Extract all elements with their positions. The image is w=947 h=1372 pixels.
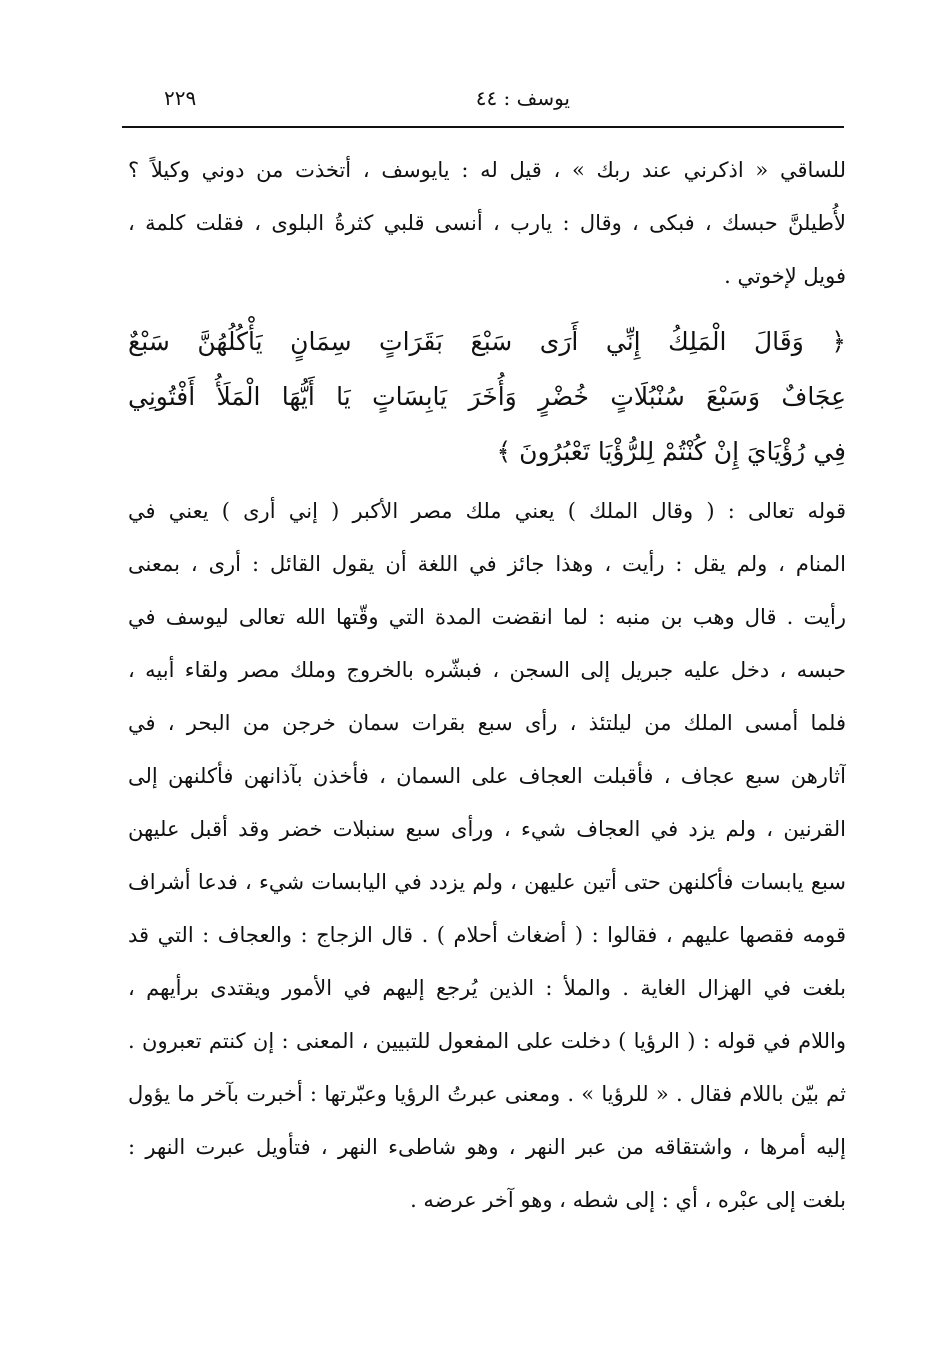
text-line: المنام ، ولم يقل : رأيت ، وهذا جائز في اللغة أن يقول القائل : أرى ، بمعنى (128, 552, 846, 576)
text-line: بلغت إلى عبْره ، أي : إلى شطه ، وهو آخر عرضه . (410, 1188, 846, 1212)
text-line: حبسه ، دخل عليه جبريل إلى السجن ، فبشّره بالخروج وملك مصر ولقاء أبيه ، (128, 658, 846, 682)
verse-line: ﴿ وَقَالَ الْمَلِكُ إِنِّي أَرَى سَبْعَ بَقَرَاتٍ سِمَانٍ يَأْكُلُهُنَّ سَبْعٌ (128, 327, 846, 356)
quran-verse (128, 314, 846, 479)
text-line: للساقي « اذكرني عند ربك » ، قيل له : يايوسف ، أتخذت من دوني وكيلاً ؟ (128, 158, 846, 182)
page-number: ٢٢٩ (164, 86, 197, 110)
text-line: فويل لإخوتي . (724, 264, 846, 288)
continuation-paragraph (128, 144, 846, 303)
text-line: لأُطيلنَّ حبسك ، فبكى ، وقال : يارب ، أنسى قلبي كثرةُ البلوى ، فقلت كلمة ، (128, 211, 846, 235)
running-title: يوسف : ٤٤ (475, 86, 570, 110)
text-line: إليه أمرها ، واشتقاقه من عبر النهر ، وهو شاطىء النهر ، فتأويل عبرت النهر : (128, 1135, 846, 1159)
tafsir-paragraph (128, 485, 846, 1227)
header-rule (122, 126, 844, 128)
text-line: سبع يابسات فأكلنهن حتى أتين عليهن ، ولم يزدد في اليابسات شيء ، فدعا أشراف (128, 870, 846, 894)
page-header (122, 86, 840, 120)
text-line: القرنين ، ولم يزد في العجاف شيء ، ورأى سبع سنبلات خضر وقد أقبل عليهن (128, 817, 846, 841)
text-line: رأيت . قال وهب بن منبه : لما انقضت المدة التي وقّتها الله تعالى ليوسف في (128, 605, 846, 629)
text-line: قومه فقصها عليهم ، فقالوا : ( أضغاث أحلام ) . قال الزجاج : والعجاف : التي قد (128, 923, 846, 947)
verse-line: فِي رُؤْيَايَ إِنْ كُنْتُمْ لِلرُّؤْيَا تَعْبُرُونَ ﴾ (496, 437, 846, 466)
verse-line: عِجَافٌ وَسَبْعَ سُنْبُلَاتٍ خُضْرٍ وَأُخَرَ يَابِسَاتٍ يَا أَيُّهَا الْمَلَأُ أَفْتُونِي (128, 382, 846, 411)
text-line: فلما أمسى الملك من ليلتئذ ، رأى سبع بقرات سمان خرجن من البحر ، في (128, 711, 846, 735)
text-line: واللام في قوله : ( الرؤيا ) دخلت على المفعول للتبيين ، المعنى : إن كنتم تعبرون . (128, 1029, 846, 1053)
text-line: قوله تعالى : ( وقال الملك ) يعني ملك مصر الأكبر ( إني أرى ) يعني في (128, 499, 846, 523)
text-line: آثارهن سبع عجاف ، فأقبلت العجاف على السمان ، فأخذن بآذانهن فأكلنهن إلى (128, 764, 846, 788)
text-line: بلغت في الهزال الغاية . والملأ : الذين يُرجع إليهم في الأمور ويقتدى برأيهم ، (128, 976, 846, 1000)
text-line: ثم بيّن باللام فقال . « للرؤيا » . ومعنى عبرتُ الرؤيا وعبّرتها : أخبرت بآخر ما يؤول (128, 1082, 846, 1106)
